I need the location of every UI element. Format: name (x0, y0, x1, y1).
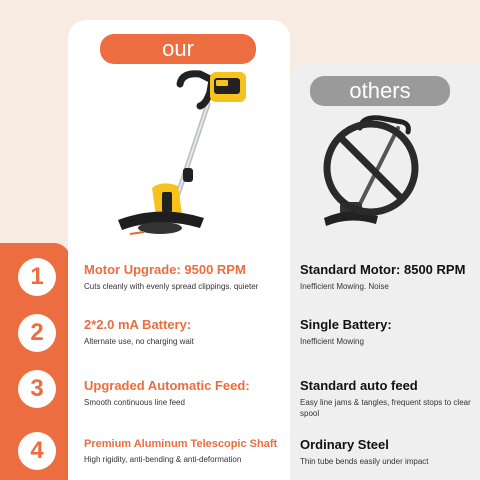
other-feature-desc: Inefficient Mowing. Noise (300, 282, 389, 291)
other-feature-title: Standard auto feed (300, 378, 418, 393)
our-header: our (100, 34, 256, 64)
others-trimmer-image (316, 108, 426, 234)
other-feature-4 (300, 437, 472, 467)
other-feature-title: Single Battery: (300, 317, 392, 332)
other-feature-title: Ordinary Steel (300, 437, 389, 452)
our-feature-desc: Smooth continuous line feed (84, 398, 185, 407)
our-feature-title: Motor Upgrade: 9500 RPM (84, 262, 246, 277)
other-feature-1 (300, 262, 472, 292)
our-feature-title: Upgraded Automatic Feed: (84, 378, 250, 393)
our-feature-desc: Cuts cleanly with evenly spread clippings. quieter (84, 282, 259, 291)
row-number-1: 1 (18, 258, 56, 296)
our-feature-4 (84, 438, 284, 465)
our-trimmer-image (100, 64, 270, 244)
other-feature-title: Standard Motor: 8500 RPM (300, 262, 466, 277)
row-number-3: 3 (18, 370, 56, 408)
our-feature-1 (84, 262, 284, 292)
our-feature-title: Premium Aluminum Telescopic Shaft (84, 438, 278, 450)
our-feature-desc: Alternate use, no charging wait (84, 337, 194, 346)
other-feature-desc: Easy line jams & tangles, frequent stops to clear spool (300, 398, 471, 418)
others-header: others (310, 76, 450, 106)
other-feature-3 (300, 378, 472, 419)
our-feature-title: 2*2.0 mA Battery: (84, 317, 192, 332)
our-feature-2 (84, 317, 284, 347)
other-feature-2 (300, 317, 472, 347)
row-number-4: 4 (18, 432, 56, 470)
row-number-2: 2 (18, 314, 56, 352)
other-feature-desc: Thin tube bends easily under impact (300, 457, 429, 466)
other-feature-desc: Inefficient Mowing (300, 337, 364, 346)
our-feature-3 (84, 378, 284, 408)
our-feature-desc: High rigidity, anti-bending & anti-deformation (84, 455, 242, 464)
